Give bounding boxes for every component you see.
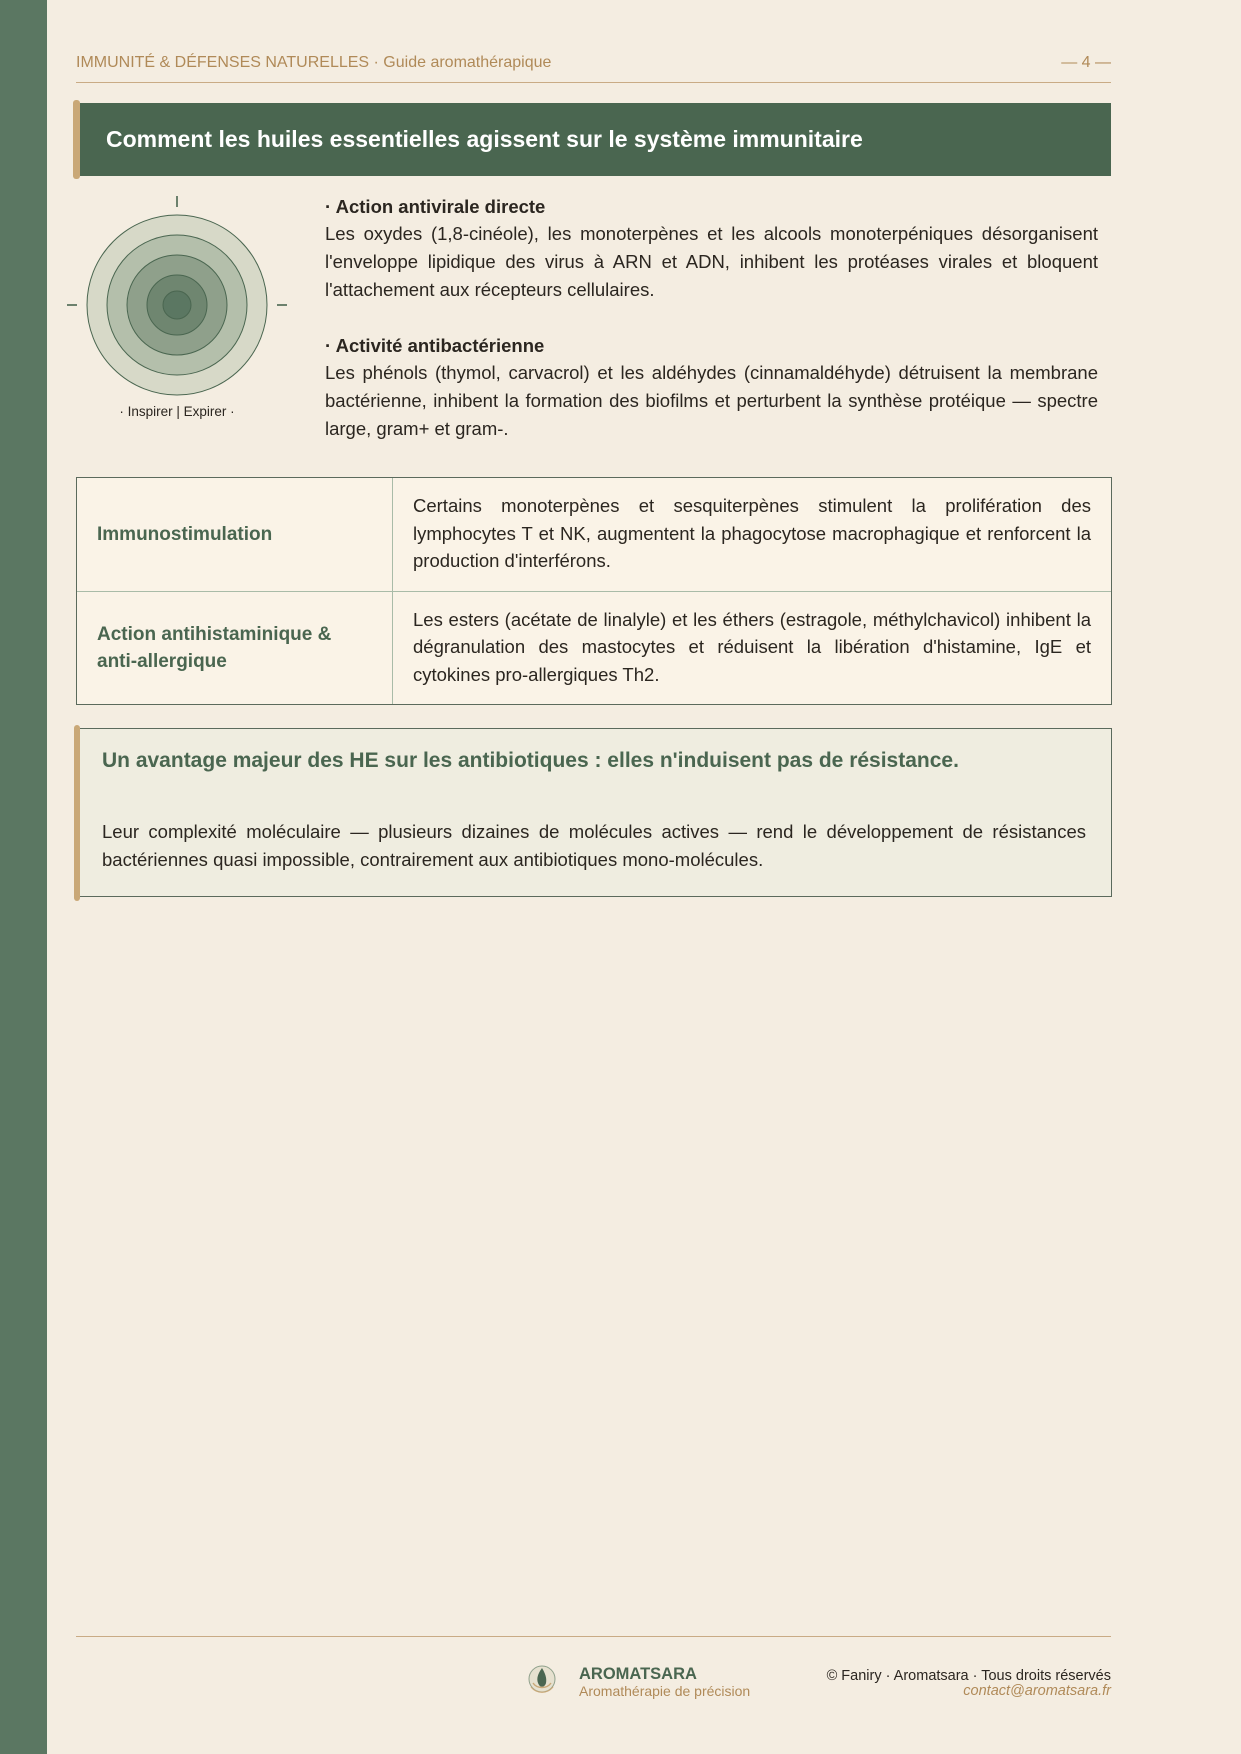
table-row-label: Action antihistaminique & anti-allergique xyxy=(77,592,393,705)
table-row xyxy=(77,478,1111,591)
table-row xyxy=(77,591,1111,705)
point-title: · Action antivirale directe xyxy=(325,196,546,217)
page-number: — 4 — xyxy=(1061,54,1111,71)
mechanism-table xyxy=(76,477,1112,705)
point-antiviral xyxy=(325,193,1098,304)
brand-name: AROMATSARA xyxy=(579,1665,697,1683)
copyright-notice: © Faniry · Aromatsara · Tous droits réservés xyxy=(826,1668,1111,1684)
section-title: Comment les huiles essentielles agissent sur le système immunitaire xyxy=(106,126,863,152)
callout-accent xyxy=(74,725,80,901)
header-title: IMMUNITÉ & DÉFENSES NATURELLES · Guide aromathérapique xyxy=(76,54,552,71)
leaf-drop-logo-icon xyxy=(527,1664,557,1696)
concentric-breathing-circles-icon xyxy=(64,192,290,402)
table-row-label: Immunostimulation xyxy=(77,478,393,591)
banner-accent xyxy=(73,100,80,179)
mechanism-points xyxy=(325,193,1098,471)
callout-box xyxy=(76,728,1112,897)
page-header xyxy=(76,54,1111,83)
callout-text: Leur complexité moléculaire — plusieurs dizaines de molécules actives — rend le développement de résistances bactériennes quasi impossible, contrairement aux antibiotiques mono-molécules. xyxy=(102,821,1086,870)
point-text: Les oxydes (1,8-cinéole), les monoterpènes et les alcools monoterpéniques désorganisent l'enveloppe lipidique des virus à ARN et ADN, inhibent les protéases virales et bloquent l'attachement aux récepteurs cellulaires. xyxy=(325,223,1098,300)
point-title: · Activité antibactérienne xyxy=(325,335,545,356)
footer-divider xyxy=(76,1636,1111,1637)
callout-title: Un avantage majeur des HE sur les antibiotiques : elles n'induisent pas de résistance. xyxy=(102,749,959,772)
breathing-diagram xyxy=(64,192,290,424)
point-antibacterial xyxy=(325,332,1098,443)
point-text: Les phénols (thymol, carvacrol) et les aldéhydes (cinnamaldéhyde) détruisent la membrane bactérienne, inhibent la formation des biofilms et perturbent la synthèse protéique — spectre large, gram+ et gram-. xyxy=(325,362,1098,439)
side-band xyxy=(0,0,47,1754)
table-row-text: Certains monoterpènes et sesquiterpènes stimulent la prolifération des lymphocytes T et NK, augmentent la phagocytose macrophagique et renforcent la production d'interférons. xyxy=(413,495,1091,571)
contact-email[interactable]: contact@aromatsara.fr xyxy=(963,1683,1111,1699)
section-banner xyxy=(76,103,1111,176)
table-row-text: Les esters (acétate de linalyle) et les éthers (estragole, méthylchavicol) inhibent la dégranulation des mastocytes et réduisent la libération d'histamine, IgE et cytokines pro-allergiques Th2. xyxy=(413,608,1091,685)
brand-tagline: Aromathérapie de précision xyxy=(579,1683,751,1699)
breathing-label: · Inspirer | Expirer · xyxy=(119,404,235,419)
